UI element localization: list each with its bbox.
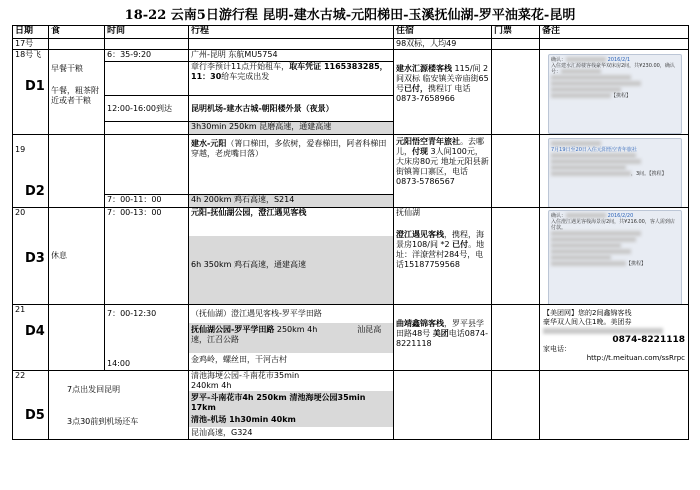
header-notes: 备注 (540, 26, 689, 39)
cell-itin-d5: 清池海埂公园-斗南花市35min 240km 4h 罗平-斗南花市4h 250km 清池海埂公园35min 17km 清池-机场 1h30min 40km 昆汕高速，G324 (189, 371, 394, 440)
row-d1 (13, 50, 689, 62)
cell-itin-d2b: 4h 200km 鸡石高速，S214 (189, 195, 394, 208)
row-d5 (13, 371, 689, 440)
cell-date-d5: 22 D5 (13, 371, 49, 440)
booking-message-3: 确认： 2016/2/20 入住澄江遇见客栈海景房2间，共¥216.00，客人需到店付款。 【携程】 (548, 210, 682, 305)
meituan-message: 【美团网】您的2间鑫锦客栈 豪华双人间入住1晚。美团券 0874-8221118 家电话： http://t.meituan.com/ssRrpc (543, 309, 685, 362)
cell-itin-d3: 元阳-抚仙湖公园，澄江遇见客栈 6h 350km 鸡石高速，通建高速 (189, 208, 394, 305)
day-label-d4: D4 (25, 324, 45, 339)
itinerary-table (12, 25, 689, 440)
day-label-d5: D5 (25, 408, 45, 423)
cell-notes-d4 (540, 305, 689, 371)
cell-food-d3: 休息 (49, 208, 105, 305)
day-label-d1: D1 (25, 79, 45, 94)
cell-itin-d1c: 昆明机场-建水古城-朝阳楼外景（夜景） (189, 96, 394, 122)
cell-lodging-d4: 曲靖鑫锦客栈，罗平县学田路48号 美团电话0874-8221118 (394, 305, 492, 371)
row-d3 (13, 208, 689, 305)
header-lodging: 住宿 (394, 26, 492, 39)
row-17 (13, 39, 689, 50)
cell-time-d4: 7：00-12:30 14:00 (105, 305, 189, 371)
cell-food-d1: 早餐干粮 午餐，粗茶附近或者干粮 (49, 50, 105, 135)
cell-time-d2: 7：00-11：00 (105, 195, 189, 208)
cell-notes-d2 (540, 135, 689, 208)
cell-date-d2: 19 D2 (13, 135, 49, 208)
cell-itin-d1b: 章行李预计11点开始租车，取车凭证 1165383285，11：30给车完成出发 (189, 62, 394, 96)
row-d4 (13, 305, 689, 371)
cell-lodging-d1: 建水汇源楼客栈 115/间 2间双标 临安镇关帝庙街65号已付，携程订 电话0873-7658966 (394, 50, 492, 135)
cell-notes-d1 (540, 50, 689, 135)
cell-date-d4: 21 D4 (13, 305, 49, 371)
cell-date-d3: 20 D3 (13, 208, 49, 305)
cell-lodging-d2: 元阳悟空青年旅社。去哪儿，付现 3人间100元，大床房80元 地址元阳县新街镇箐口寨区，电话0873-5786567 (394, 135, 492, 208)
header-ticket: 门票 (492, 26, 540, 39)
cell-itin-d4: （抚仙湖）澄江遇见客栈-罗平学田路 抚仙湖公园-罗平学田路 250km 4h 汕昆高速，江召公路 金鸡岭，螺丝田，干河古村 (189, 305, 394, 371)
cell-food-d5: 7点出发回昆明 3点30前到机场还车 (49, 371, 189, 440)
cell-lodging-d3: 抚仙湖 澄江遇见客栈，携程，海景房108/间 *2 已付。地址：洋潦营村284号，电话15187759568 (394, 208, 492, 305)
row-d2 (13, 135, 689, 195)
cell-time-d3: 7：00-13：00 (105, 208, 189, 305)
cell-notes-d3 (540, 208, 689, 305)
cell-itin-d2a: 建水-元阳（箐口梯田，多依树，爱春梯田，阿者科梯田穿越，老虎嘴日落） (189, 135, 394, 195)
header-itinerary: 行程 (189, 26, 394, 39)
page-title: 18-22 云南5日游行程 昆明-建水古城-元阳梯田-玉溪抚仙湖-罗平油菜花-昆明 (124, 8, 576, 23)
cell-itin-d1d: 3h30min 250km 昆磨高速，通建高速 (189, 122, 394, 135)
cell-date-d1: 18号飞 D1 (13, 50, 49, 135)
booking-message-1: 确认： 2016/2/1 入住建水汇源楼客栈豪华双床房2间，共¥230.00，确认号： 【携程】 (548, 54, 682, 134)
cell-date: 17号 (13, 39, 49, 50)
header-food: 食 (49, 26, 105, 39)
day-label-d3: D3 (25, 251, 45, 266)
cell-time-d1b: 12:00-16:00到达 (105, 96, 189, 122)
cell-itin-d1a: 广州-昆明 东航MU5754 (189, 50, 394, 62)
booking-message-2: 7月19日至20日入住元阳悟空青年旅社 ，3间。【携程】 (548, 138, 682, 208)
header-time: 时间 (105, 26, 189, 39)
header-row (13, 26, 689, 39)
day-label-d2: D2 (25, 184, 45, 199)
cell-time-d1a: 6：35-9:20 (105, 50, 189, 62)
header-date: 日期 (13, 26, 49, 39)
cell-lodging: 98双标，人均49 (394, 39, 492, 50)
